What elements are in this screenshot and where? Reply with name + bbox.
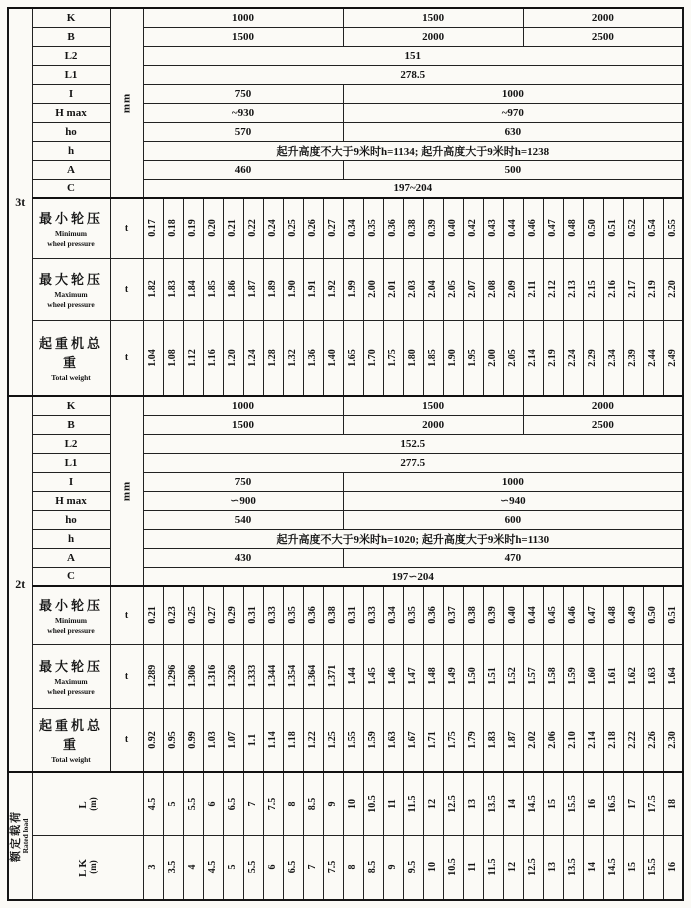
data-value: 0.21	[223, 198, 243, 258]
capacity-label: 2t	[8, 396, 32, 772]
data-value: 2.10	[563, 708, 583, 772]
data-value: 0.35	[283, 586, 303, 644]
data-value: 0.38	[403, 198, 423, 258]
data-value: 2.05	[503, 320, 523, 396]
dim-value: 540	[143, 510, 343, 529]
dim-value: 600	[343, 510, 683, 529]
dim-label: C	[32, 179, 110, 198]
data-value: 1.95	[463, 320, 483, 396]
span-value: 10.5	[363, 772, 383, 835]
dim-label: h	[32, 529, 110, 548]
span-value: 15	[623, 835, 643, 900]
span-value: 9	[383, 835, 403, 900]
data-value: 0.50	[643, 586, 663, 644]
dim-value: 2000	[523, 8, 683, 27]
data-value: 1.99	[343, 258, 363, 320]
dim-value: ∽940	[343, 491, 683, 510]
data-value: 1.14	[263, 708, 283, 772]
data-value: 2.00	[483, 320, 503, 396]
dim-label: A	[32, 160, 110, 179]
data-value: 0.31	[243, 586, 263, 644]
dim-value: 570	[143, 122, 343, 141]
data-value: 0.92	[143, 708, 163, 772]
data-value: 0.17	[143, 198, 163, 258]
data-value: 1.18	[283, 708, 303, 772]
span-value: 10	[423, 835, 443, 900]
span-value: 8.5	[363, 835, 383, 900]
dim-label: h	[32, 141, 110, 160]
dim-value: ~970	[343, 103, 683, 122]
span-value: 12.5	[523, 835, 543, 900]
data-value: 1.40	[323, 320, 343, 396]
data-value: 2.11	[523, 258, 543, 320]
data-value: 1.45	[363, 644, 383, 708]
data-value: 2.19	[543, 320, 563, 396]
dim-label: K	[32, 8, 110, 27]
data-value: 1.289	[143, 644, 163, 708]
data-value: 1.90	[443, 320, 463, 396]
dim-value: 2500	[523, 27, 683, 46]
span-value: 5	[223, 835, 243, 900]
data-value: 0.55	[663, 198, 683, 258]
dim-value: 197∽204	[143, 567, 683, 586]
data-value: 0.34	[383, 586, 403, 644]
data-value: 0.19	[183, 198, 203, 258]
data-value: 1.87	[503, 708, 523, 772]
data-value: 2.04	[423, 258, 443, 320]
data-value: 0.25	[183, 586, 203, 644]
data-value: 2.30	[663, 708, 683, 772]
data-value: 1.04	[143, 320, 163, 396]
data-value: 1.20	[223, 320, 243, 396]
data-value: 1.64	[663, 644, 683, 708]
data-value: 1.44	[343, 644, 363, 708]
data-value: 0.47	[583, 586, 603, 644]
data-value: 1.67	[403, 708, 423, 772]
data-value: 1.85	[203, 258, 223, 320]
data-value: 0.40	[443, 198, 463, 258]
data-value: 2.29	[583, 320, 603, 396]
dim-value: 1500	[143, 27, 343, 46]
data-value: 1.326	[223, 644, 243, 708]
data-value: 1.22	[303, 708, 323, 772]
data-value: 0.45	[543, 586, 563, 644]
span-value: 12.5	[443, 772, 463, 835]
dim-label: I	[32, 84, 110, 103]
data-value: 0.54	[643, 198, 663, 258]
span-value: 7.5	[263, 772, 283, 835]
dim-value: 2000	[523, 396, 683, 415]
data-value: 0.26	[303, 198, 323, 258]
data-value: 1.85	[423, 320, 443, 396]
data-value: 0.27	[323, 198, 343, 258]
span-value: 12	[503, 835, 523, 900]
data-value: 1.87	[243, 258, 263, 320]
span-value: 7	[243, 772, 263, 835]
capacity-label: 3t	[8, 8, 32, 396]
row-label: 最大轮压 Maximum wheel pressure	[32, 644, 110, 708]
dim-label: I	[32, 472, 110, 491]
data-value: 1.62	[623, 644, 643, 708]
data-value: 2.44	[643, 320, 663, 396]
span-value: 13.5	[483, 772, 503, 835]
data-value: 1.49	[443, 644, 463, 708]
rated-load-label: 额定载荷 Rated load	[8, 772, 32, 900]
dim-label: ho	[32, 510, 110, 529]
dim-value: 152.5	[143, 434, 683, 453]
data-value: 1.55	[343, 708, 363, 772]
data-value: 2.24	[563, 320, 583, 396]
dim-value: 起升高度不大于9米时h=1020; 起升高度大于9米时h=1130	[143, 529, 683, 548]
data-value: 1.47	[403, 644, 423, 708]
dim-value: 277.5	[143, 453, 683, 472]
dim-value: 151	[143, 46, 683, 65]
data-value: 1.82	[143, 258, 163, 320]
span-value: 14.5	[523, 772, 543, 835]
data-value: 2.00	[363, 258, 383, 320]
data-value: 1.03	[203, 708, 223, 772]
data-value: 1.28	[263, 320, 283, 396]
dim-value: 1000	[143, 396, 343, 415]
crane-spec-table	[7, 7, 684, 901]
data-value: 0.36	[303, 586, 323, 644]
span-value: 13	[463, 772, 483, 835]
data-value: 0.24	[263, 198, 283, 258]
data-value: 2.14	[523, 320, 543, 396]
data-value: 0.22	[243, 198, 263, 258]
dim-label: ho	[32, 122, 110, 141]
dim-value: 430	[143, 548, 343, 567]
span-value: 4.5	[203, 835, 223, 900]
span-value: 18	[663, 772, 683, 835]
data-value: 0.38	[463, 586, 483, 644]
data-value: 2.26	[643, 708, 663, 772]
data-value: 0.29	[223, 586, 243, 644]
dim-value: ~930	[143, 103, 343, 122]
data-value: 2.06	[543, 708, 563, 772]
span-value: 3.5	[163, 835, 183, 900]
data-value: 0.37	[443, 586, 463, 644]
dim-value: 2000	[343, 415, 523, 434]
dim-value: 750	[143, 84, 343, 103]
data-value: 1.63	[643, 644, 663, 708]
data-value: 0.99	[183, 708, 203, 772]
data-value: 1.52	[503, 644, 523, 708]
data-value: 2.17	[623, 258, 643, 320]
dim-label: L1	[32, 65, 110, 84]
data-value: 1.92	[323, 258, 343, 320]
data-value: 1.63	[383, 708, 403, 772]
data-value: 2.13	[563, 258, 583, 320]
span-value: 8	[343, 835, 363, 900]
span-value: 15.5	[563, 772, 583, 835]
data-value: 1.80	[403, 320, 423, 396]
data-value: 1.86	[223, 258, 243, 320]
span-value: 16.5	[603, 772, 623, 835]
span-label: LK (m)	[32, 835, 143, 900]
data-value: 0.52	[623, 198, 643, 258]
data-value: 2.19	[643, 258, 663, 320]
data-value: 1.59	[363, 708, 383, 772]
span-value: 17	[623, 772, 643, 835]
unit-t-label: t	[110, 708, 143, 772]
span-value: 9.5	[403, 835, 423, 900]
data-value: 0.35	[363, 198, 383, 258]
data-value: 2.08	[483, 258, 503, 320]
data-value: 0.25	[283, 198, 303, 258]
data-value: 0.50	[583, 198, 603, 258]
data-value: 0.36	[383, 198, 403, 258]
span-value: 12	[423, 772, 443, 835]
data-value: 0.42	[463, 198, 483, 258]
data-value: 2.34	[603, 320, 623, 396]
data-value: 1.58	[543, 644, 563, 708]
span-value: 8.5	[303, 772, 323, 835]
span-value: 4.5	[143, 772, 163, 835]
data-value: 1.59	[563, 644, 583, 708]
unit-t-label: t	[110, 198, 143, 258]
data-value: 1.91	[303, 258, 323, 320]
unit-mm-label: mm	[110, 396, 143, 586]
data-value: 2.14	[583, 708, 603, 772]
data-value: 2.12	[543, 258, 563, 320]
span-value: 15	[543, 772, 563, 835]
span-value: 11.5	[403, 772, 423, 835]
dim-value: 1000	[143, 8, 343, 27]
data-value: 1.60	[583, 644, 603, 708]
data-value: 1.1	[243, 708, 263, 772]
data-value: 0.27	[203, 586, 223, 644]
data-value: 0.39	[483, 586, 503, 644]
data-value: 2.22	[623, 708, 643, 772]
unit-t-label: t	[110, 258, 143, 320]
span-value: 13	[543, 835, 563, 900]
data-value: 1.65	[343, 320, 363, 396]
data-value: 1.364	[303, 644, 323, 708]
data-value: 1.70	[363, 320, 383, 396]
data-value: 0.31	[343, 586, 363, 644]
dim-value: 750	[143, 472, 343, 491]
data-value: 0.20	[203, 198, 223, 258]
data-value: 1.48	[423, 644, 443, 708]
dim-label: B	[32, 415, 110, 434]
data-value: 0.43	[483, 198, 503, 258]
data-value: 0.39	[423, 198, 443, 258]
row-label: 最小轮压 Minimum wheel pressure	[32, 198, 110, 258]
dim-value: 278.5	[143, 65, 683, 84]
data-value: 2.07	[463, 258, 483, 320]
data-value: 1.316	[203, 644, 223, 708]
dim-value: 197~204	[143, 179, 683, 198]
data-value: 1.08	[163, 320, 183, 396]
data-value: 1.371	[323, 644, 343, 708]
data-value: 0.36	[423, 586, 443, 644]
data-value: 0.46	[523, 198, 543, 258]
data-value: 1.354	[283, 644, 303, 708]
dim-value: 470	[343, 548, 683, 567]
data-value: 1.84	[183, 258, 203, 320]
data-value: 0.95	[163, 708, 183, 772]
data-value: 2.01	[383, 258, 403, 320]
data-value: 2.02	[523, 708, 543, 772]
data-value: 0.18	[163, 198, 183, 258]
dim-value: 460	[143, 160, 343, 179]
dim-label: A	[32, 548, 110, 567]
data-value: 2.09	[503, 258, 523, 320]
data-value: 0.44	[503, 198, 523, 258]
data-value: 0.51	[603, 198, 623, 258]
span-value: 14	[583, 835, 603, 900]
data-value: 2.39	[623, 320, 643, 396]
span-value: 16	[583, 772, 603, 835]
span-value: 6.5	[283, 835, 303, 900]
span-value: 6	[203, 772, 223, 835]
unit-t-label: t	[110, 644, 143, 708]
data-value: 0.21	[143, 586, 163, 644]
data-value: 2.16	[603, 258, 623, 320]
data-value: 1.79	[463, 708, 483, 772]
unit-t-label: t	[110, 320, 143, 396]
data-value: 1.75	[443, 708, 463, 772]
span-value: 10.5	[443, 835, 463, 900]
span-value: 3	[143, 835, 163, 900]
dim-value: 1500	[343, 396, 523, 415]
data-value: 1.61	[603, 644, 623, 708]
data-value: 0.33	[263, 586, 283, 644]
data-value: 1.51	[483, 644, 503, 708]
span-value: 7.5	[323, 835, 343, 900]
data-value: 0.49	[623, 586, 643, 644]
data-value: 1.16	[203, 320, 223, 396]
dim-value: 1500	[143, 415, 343, 434]
data-value: 0.23	[163, 586, 183, 644]
data-value: 0.34	[343, 198, 363, 258]
dim-value: 1000	[343, 472, 683, 491]
dim-label: H max	[32, 491, 110, 510]
unit-mm-label: mm	[110, 8, 143, 198]
dim-label: C	[32, 567, 110, 586]
span-value: 11.5	[483, 835, 503, 900]
dim-label: L2	[32, 46, 110, 65]
data-value: 1.83	[163, 258, 183, 320]
data-value: 1.50	[463, 644, 483, 708]
data-value: 0.33	[363, 586, 383, 644]
row-label: 最小轮压 Minimum wheel pressure	[32, 586, 110, 644]
data-value: 1.71	[423, 708, 443, 772]
dim-value: 起升高度不大于9米时h=1134; 起升高度大于9米时h=1238	[143, 141, 683, 160]
dim-value: 630	[343, 122, 683, 141]
span-value: 7	[303, 835, 323, 900]
data-value: 0.51	[663, 586, 683, 644]
data-value: 1.89	[263, 258, 283, 320]
span-value: 17.5	[643, 772, 663, 835]
data-value: 2.18	[603, 708, 623, 772]
dim-value: 2000	[343, 27, 523, 46]
data-value: 1.25	[323, 708, 343, 772]
dim-value: 2500	[523, 415, 683, 434]
row-label: 最大轮压 Maximum wheel pressure	[32, 258, 110, 320]
data-value: 2.49	[663, 320, 683, 396]
data-value: 0.44	[523, 586, 543, 644]
row-label: 起重机总重 Total weight	[32, 708, 110, 772]
dim-value: 1000	[343, 84, 683, 103]
span-value: 11	[383, 772, 403, 835]
data-value: 1.306	[183, 644, 203, 708]
dim-value: 1500	[343, 8, 523, 27]
span-value: 13.5	[563, 835, 583, 900]
span-label: L (m)	[32, 772, 143, 835]
span-value: 5.5	[183, 772, 203, 835]
span-value: 6	[263, 835, 283, 900]
unit-t-label: t	[110, 586, 143, 644]
data-value: 2.03	[403, 258, 423, 320]
data-value: 0.35	[403, 586, 423, 644]
row-label: 起重机总重 Total weight	[32, 320, 110, 396]
data-value: 0.48	[603, 586, 623, 644]
dim-label: B	[32, 27, 110, 46]
span-value: 16	[663, 835, 683, 900]
data-value: 1.90	[283, 258, 303, 320]
data-value: 1.46	[383, 644, 403, 708]
data-value: 0.46	[563, 586, 583, 644]
dim-value: 500	[343, 160, 683, 179]
data-value: 1.57	[523, 644, 543, 708]
span-value: 9	[323, 772, 343, 835]
data-value: 0.38	[323, 586, 343, 644]
span-value: 11	[463, 835, 483, 900]
data-value: 0.48	[563, 198, 583, 258]
span-value: 8	[283, 772, 303, 835]
dim-label: H max	[32, 103, 110, 122]
dim-label: K	[32, 396, 110, 415]
data-value: 0.47	[543, 198, 563, 258]
data-value: 1.333	[243, 644, 263, 708]
span-value: 6.5	[223, 772, 243, 835]
span-value: 5.5	[243, 835, 263, 900]
span-value: 15.5	[643, 835, 663, 900]
data-value: 1.83	[483, 708, 503, 772]
data-value: 2.05	[443, 258, 463, 320]
span-value: 14	[503, 772, 523, 835]
dim-label: L2	[32, 434, 110, 453]
data-value: 1.12	[183, 320, 203, 396]
data-value: 0.40	[503, 586, 523, 644]
span-value: 10	[343, 772, 363, 835]
data-value: 1.36	[303, 320, 323, 396]
data-value: 2.20	[663, 258, 683, 320]
dim-label: L1	[32, 453, 110, 472]
span-value: 14.5	[603, 835, 623, 900]
dim-value: ∽900	[143, 491, 343, 510]
span-value: 4	[183, 835, 203, 900]
data-value: 1.344	[263, 644, 283, 708]
data-value: 2.15	[583, 258, 603, 320]
data-value: 1.296	[163, 644, 183, 708]
data-value: 1.07	[223, 708, 243, 772]
data-value: 1.32	[283, 320, 303, 396]
data-value: 1.75	[383, 320, 403, 396]
span-value: 5	[163, 772, 183, 835]
data-value: 1.24	[243, 320, 263, 396]
